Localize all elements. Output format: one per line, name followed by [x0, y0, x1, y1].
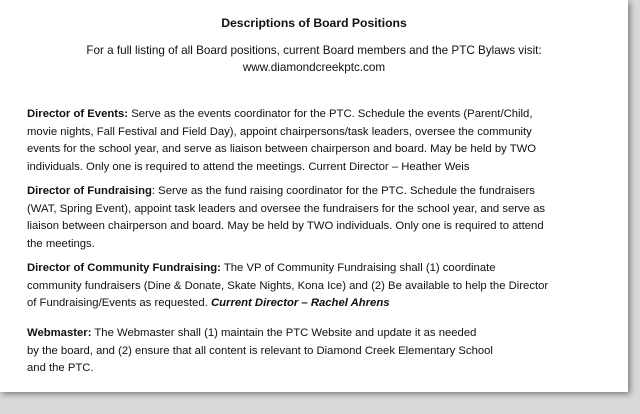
- section-line: [27, 295, 623, 313]
- section-line: events for the school year, and serve as liaison between chairperson and board. May be held by TWO: [27, 143, 537, 155]
- section-text: Serve as the events coordinator for the PTC. Schedule the events (Parent/Child,: [128, 108, 533, 120]
- section-director-of-events: [27, 106, 623, 176]
- section-line: the meetings.: [27, 237, 95, 250]
- section-line: and the PTC.: [27, 362, 94, 374]
- section-line: [27, 260, 623, 278]
- section-director-of-community-fundraising: [27, 260, 623, 313]
- section-heading: Director of Community Fundraising:: [27, 262, 221, 274]
- intro-line: For a full listing of all Board positions, current Board members and the PTC Bylaws visit:: [86, 44, 542, 57]
- document-title: Descriptions of Board Positions: [221, 16, 407, 30]
- section-line: (WAT, Spring Event), appoint task leaders and oversee the fundraisers for the school year, and serve as: [27, 202, 546, 215]
- section-line: liaison between chairperson and board. May be held by TWO individuals. Only one is required to attend: [27, 220, 544, 232]
- section-line: [27, 325, 623, 343]
- section-line: movie nights, Fall Festival and Field Day), appoint chairpersons/task leaders, oversee the community: [27, 125, 532, 138]
- section-director-of-fundraising: [27, 183, 623, 253]
- current-director: Current Director – Rachel Ahrens: [211, 297, 390, 309]
- section-line: [27, 183, 623, 201]
- section-text: The VP of Community Fundraising shall (1) coordinate: [220, 262, 496, 274]
- section-heading: Director of Events:: [27, 108, 129, 120]
- section-webmaster: [27, 325, 623, 378]
- section-line: by the board, and (2) ensure that all content is relevant to Diamond Creek Elementary School: [27, 344, 493, 357]
- section-heading: Webmaster:: [27, 327, 92, 339]
- section-line: individuals. Only one is required to attend the meetings. Current Director – Heather Weis: [27, 160, 470, 173]
- section-text: of Fundraising/Events as requested.: [27, 297, 211, 309]
- section-text: The Webmaster shall (1) maintain the PTC Website and update it as needed: [91, 327, 477, 339]
- section-text: : Serve as the fund raising coordinator for the PTC. Schedule the fundraisers: [151, 185, 535, 197]
- section-heading: Director of Fundraising: [27, 185, 152, 197]
- section-line: [27, 106, 623, 124]
- section-line: community fundraisers (Dine & Donate, Skate Nights, Kona Ice) and (2) Be available to help the Director: [27, 279, 549, 292]
- intro-text: [0, 42, 628, 76]
- website-link[interactable]: www.diamondcreekptc.com: [242, 61, 386, 74]
